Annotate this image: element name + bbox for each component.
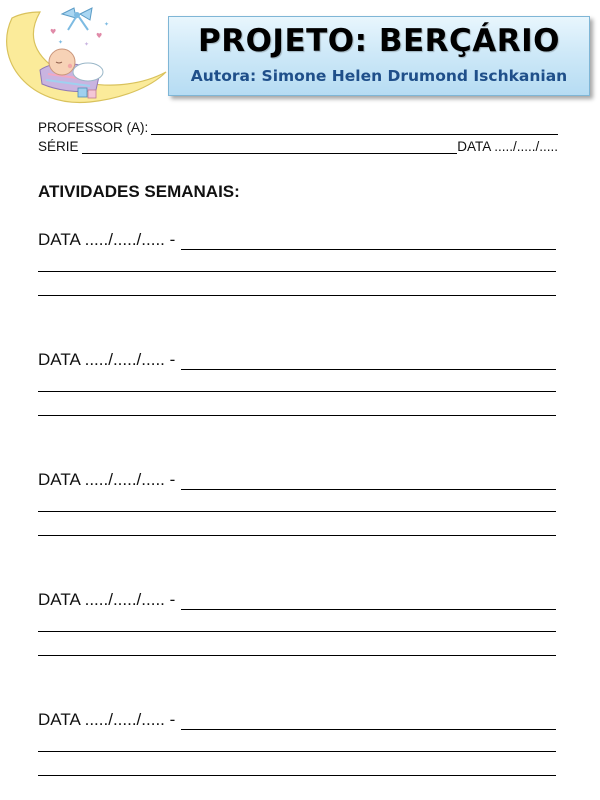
author-line: Autora: Simone Helen Drumond Ischkanian: [190, 67, 568, 85]
activity-date-label[interactable]: DATA ...../...../..... -: [38, 350, 176, 369]
professor-label: PROFESSOR (A):: [38, 120, 149, 135]
svg-text:✦: ✦: [104, 21, 110, 28]
activity-date-line: [38, 710, 556, 730]
activity-block: [38, 230, 556, 310]
activity-block: [38, 590, 556, 670]
activity-line[interactable]: [38, 535, 556, 536]
activity-line[interactable]: [38, 415, 556, 416]
activity-block: [38, 350, 556, 430]
svg-text:✦: ✦: [84, 41, 90, 48]
activity-line[interactable]: [38, 751, 556, 752]
activity-line[interactable]: [38, 511, 556, 512]
serie-field[interactable]: [82, 141, 458, 154]
professor-row: [38, 120, 558, 135]
serie-date-label[interactable]: DATA ...../...../.....: [457, 139, 558, 154]
activity-line[interactable]: [38, 295, 556, 296]
page-title: PROJETO: BERÇÁRIO: [197, 23, 561, 59]
activity-line[interactable]: [38, 631, 556, 632]
activity-block: [38, 710, 556, 790]
svg-text:♥: ♥: [96, 32, 103, 40]
activity-block: [38, 470, 556, 550]
svg-text:✦: ✦: [58, 39, 64, 46]
activity-date-line: [38, 590, 556, 610]
activity-date-line: [38, 230, 556, 250]
activity-date-label[interactable]: DATA ...../...../..... -: [38, 230, 176, 249]
activity-title-field[interactable]: [181, 233, 556, 250]
activity-title-field[interactable]: [181, 713, 556, 730]
activity-title-field[interactable]: [181, 353, 556, 370]
serie-row: [38, 139, 558, 154]
activity-line[interactable]: [38, 271, 556, 272]
baby-moon-illustration: [0, 0, 170, 110]
svg-text:♥: ♥: [50, 28, 57, 36]
activity-date-label[interactable]: DATA ...../...../..... -: [38, 710, 176, 729]
title-banner: [168, 16, 590, 96]
activity-date-label[interactable]: DATA ...../...../..... -: [38, 590, 176, 609]
activity-title-field[interactable]: [181, 593, 556, 610]
activity-date-line: [38, 470, 556, 490]
activity-date-line: [38, 350, 556, 370]
activity-line[interactable]: [38, 655, 556, 656]
activity-title-field[interactable]: [181, 473, 556, 490]
section-heading: ATIVIDADES SEMANAIS:: [38, 182, 240, 201]
activity-date-label[interactable]: DATA ...../...../..... -: [38, 470, 176, 489]
professor-field[interactable]: [151, 122, 558, 135]
moon-baby-icon: [0, 0, 170, 110]
activity-line[interactable]: [38, 391, 556, 392]
activity-line[interactable]: [38, 775, 556, 776]
serie-label: SÉRIE: [38, 139, 79, 154]
